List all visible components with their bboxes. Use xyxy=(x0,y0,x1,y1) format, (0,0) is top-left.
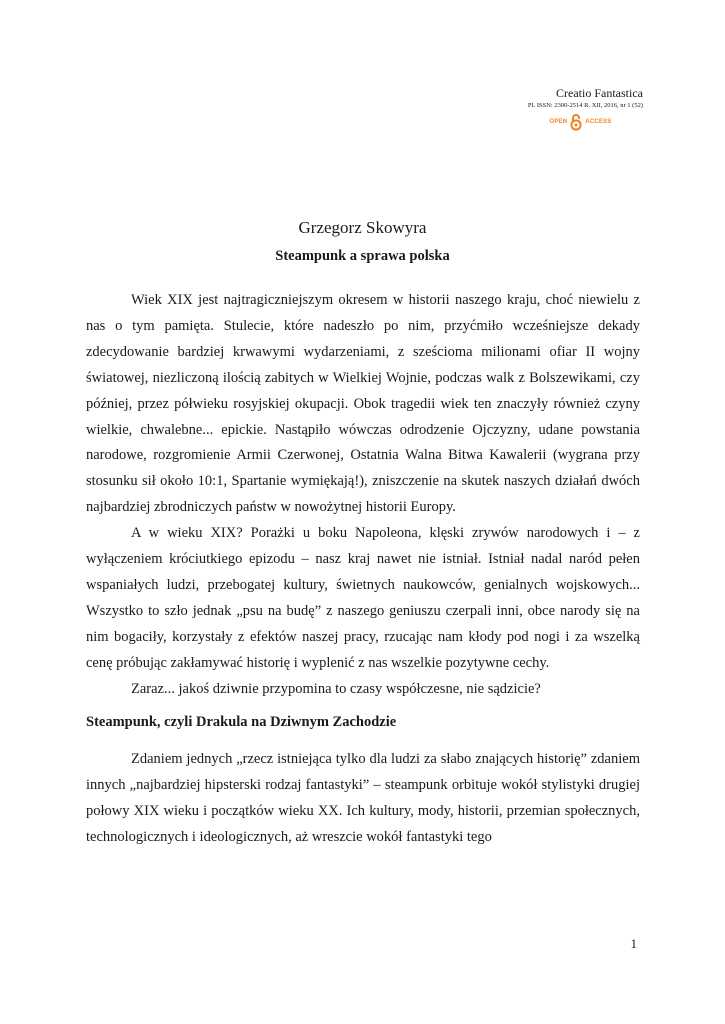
paragraph: Zdaniem jednych „rzecz istniejąca tylko dla ludzi za słabo znających historię” zdaniem innych „najbardziej hipsterski rodzaj fantastyki” – steampunk orbituje wokół stylistyki drugiej połowy XIX wieku i początków wieku XX. Ich kultury, mody, historii, przemian społecznych, technologicznych i ideologicznych, aż wreszcie wokół fantastyki tego xyxy=(86,751,640,845)
article-author: Grzegorz Skowyra xyxy=(298,218,427,237)
paragraph: Wiek XIX jest najtragiczniejszym okresem w historii naszego kraju, choć niewielu z nas o tym pamięta. Stulecie, które nadeszło po nim, przyćmiło wcześniejsze dekady zdecydowanie bardziej krwawymi wydarzeniami, z sześcioma milionami ofiar II wojny światowej, niezliczoną ilością zabitych w Wielkiej Wojnie, podczas walk z Bolszewikami, czy później, przez półwieku rosyjskiej okupacji. Obok tragedii wiek ten znaczyły również czyny wielkie, chwalebne... epickie. Nastąpiło wówczas odrodzenie Ojczyzny, udane powstania narodowe, rozgromienie Armii Czerwonej, Ostatnia Walna Bitwa Kawalerii (wygrana przy stosunku sił około 10:1, Spartanie wymiękają!), zniszczenie na skutek naszych działań dwóch najbardziej zbrodniczych państw w nowożytnej historii Europy. xyxy=(86,292,640,516)
open-access-left-label: OPEN xyxy=(549,119,568,125)
article-body xyxy=(86,288,640,703)
section-body xyxy=(86,746,640,850)
open-access-right-label: ACCESS xyxy=(585,119,612,125)
page-number: 1 xyxy=(630,936,637,951)
paragraph: Zaraz... jakoś dziwnie przypomina to czasy współczesne, nie sądzicie? xyxy=(131,680,541,697)
paragraph: A w wieku XIX? Porażki u boku Napoleona, klęski zrywów narodowych i – z wyłączeniem króciutkiego epizodu – nasz kraj nawet nie istniał. Istniał nadal naród pełen wspaniałych ludzi, przebogatej kultury, świetnych naukowców, genialnych wojskowych... Wszystko to szło jednak „psu na budę” z naszego geniuszu czerpali inni, obce narody się na nim bogaciły, korzystały z efektów naszej pracy, rzucając nam kłody pod nogi i za wszelką cenę próbując zakłamywać historię i wyplenić z nas wszelkie pozytywne cechy. xyxy=(86,525,640,671)
open-access-logo xyxy=(528,113,633,131)
journal-header xyxy=(528,86,643,131)
journal-title: Creatio Fantastica xyxy=(556,86,643,100)
open-access-lock-icon xyxy=(569,113,583,131)
article-title: Steampunk a sprawa polska xyxy=(275,248,450,264)
section-heading: Steampunk, czyli Drakula na Dziwnym Zachodzie xyxy=(86,714,397,730)
journal-issn: PL ISSN: 2300-2514 R. XII, 2016, nr 1 (52) xyxy=(527,102,643,109)
